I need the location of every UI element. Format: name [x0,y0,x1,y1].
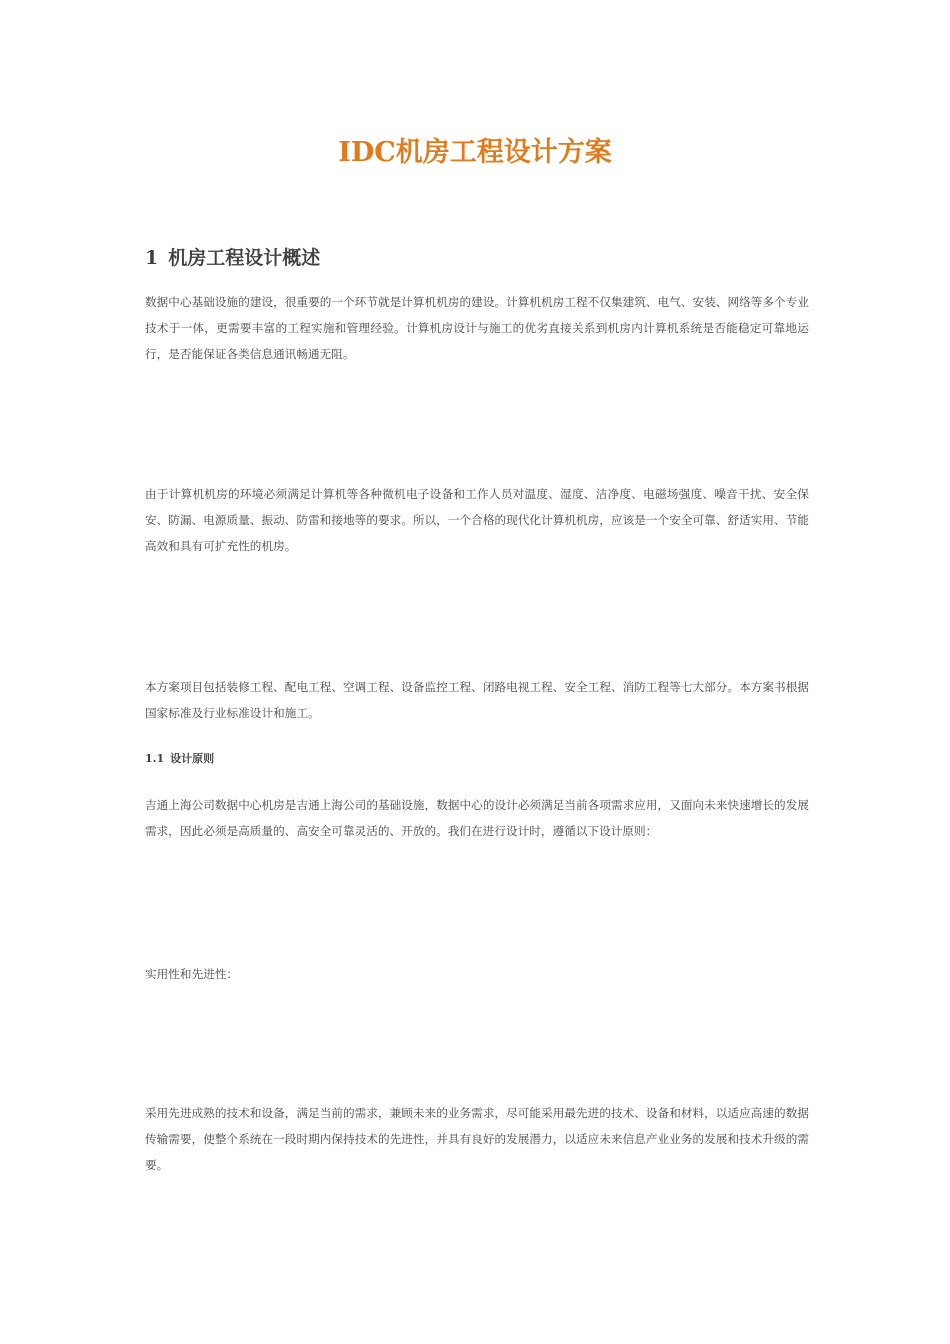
section-1-heading [145,243,320,270]
paragraph-principles-intro: 吉通上海公司数据中心机房是吉通上海公司的基础设施，数据中心的设计必须满足当前各项需求应用，又面向未来快速增长的发展需求，因此必须是高质量的、高安全可靠灵活的、开放的。我们在进行设计时，遵循以下设计原则： [145,798,809,838]
section-1-title: 机房工程设计概述 [168,247,321,269]
section-1-1-number: 1.1 [145,752,165,765]
paragraph-overview-1: 数据中心基础设施的建设，很重要的一个环节就是计算机机房的建设。计算机机房工程不仅集建筑、电气、安装、网络等多个专业技术于一体，更需要丰富的工程实施和管理经验。计算机房设计与施工的优劣直接关系到机房内计算机系统是否能稳定可靠地运行，是否能保证各类信息通讯畅通无阻。 [145,295,809,361]
paragraph-overview-3: 本方案项目包括装修工程、配电工程、空调工程、设备监控工程、闭路电视工程、安全工程、消防工程等七大部分。本方案书根据国家标准及行业标准设计和施工。 [145,680,809,720]
section-1-1-heading [145,750,214,766]
paragraph-principle-label: 实用性和先进性： [145,967,239,981]
paragraph-overview-2: 由于计算机机房的环境必须满足计算机等各种微机电子设备和工作人员对温度、湿度、洁净度、电磁场强度、噪音干扰、安全保安、防漏、电源质量、振动、防雷和接地等的要求。所以，一个合格的现代化计算机机房，应该是一个安全可靠、舒适实用、节能高效和具有可扩充性的机房。 [145,487,809,553]
section-1-number: 1 [145,247,159,269]
paragraph-principle-detail: 采用先进成熟的技术和设备，满足当前的需求，兼顾未来的业务需求，尽可能采用最先进的技术、设备和材料，以适应高速的数据传输需要，使整个系统在一段时期内保持技术的先进性，并具有良好的发展潜力，以适应未来信息产业业务的发展和技术升级的需要。 [145,1106,809,1172]
document-title: IDC机房工程设计方案 [338,137,612,168]
section-1-1-title: 设计原则 [170,752,215,765]
